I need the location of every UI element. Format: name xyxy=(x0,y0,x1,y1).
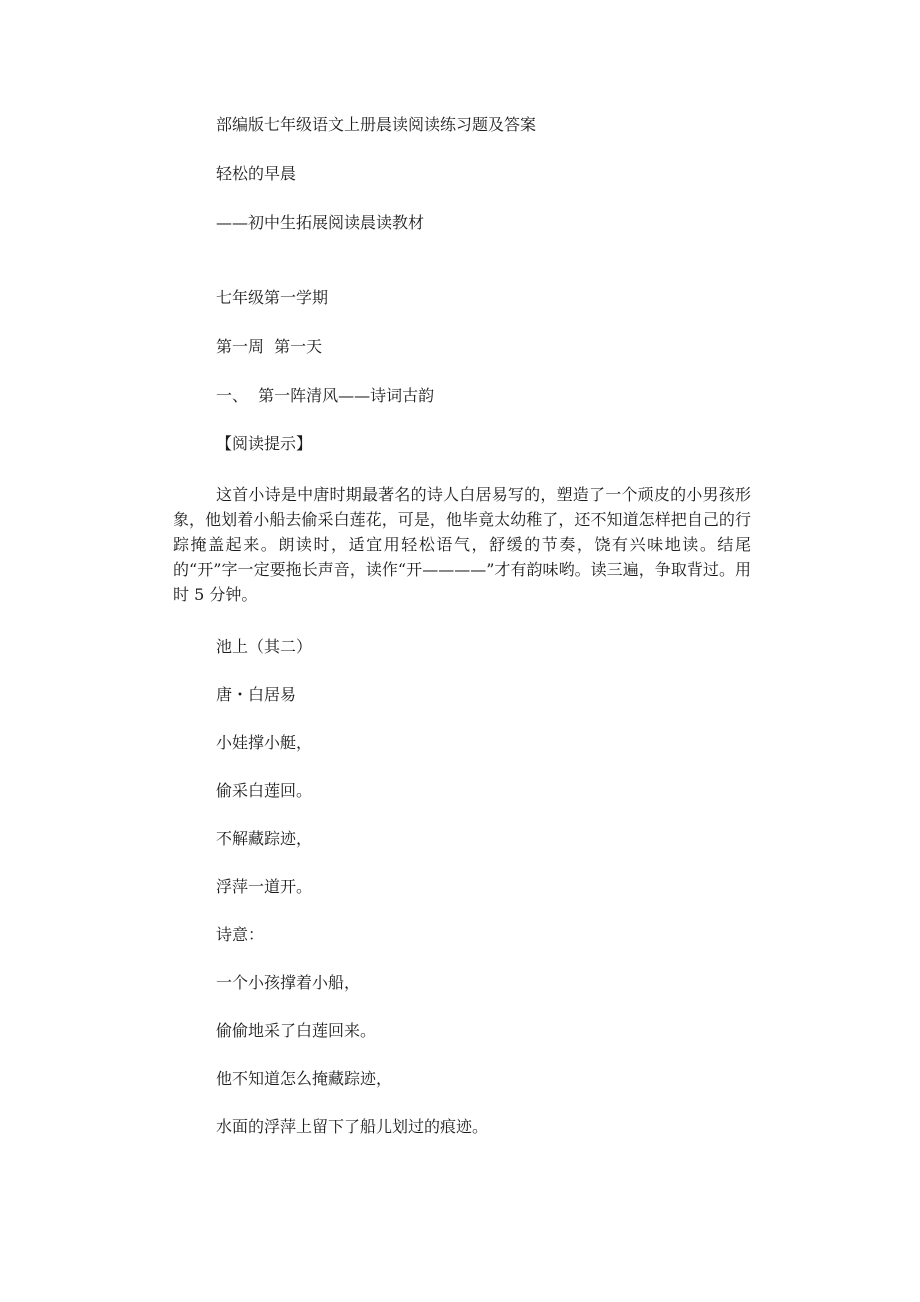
document-title: 部编版七年级语文上册晨读阅读练习题及答案 xyxy=(216,115,537,134)
meaning-line: 他不知道怎么掩藏踪迹， xyxy=(216,1069,393,1088)
poem-line: 偷采白莲回。 xyxy=(216,781,313,800)
book-title: 轻松的早晨 xyxy=(216,164,297,183)
meaning-line: 一个小孩撑着小船， xyxy=(216,973,361,992)
reading-tip-label: 【阅读提示】 xyxy=(216,434,313,453)
poem-line: 浮萍一道开。 xyxy=(216,877,313,896)
poem-author: 唐・白居易 xyxy=(216,685,297,704)
poem-title: 池上（其二） xyxy=(216,637,313,656)
meaning-line: 偷偷地采了白莲回来。 xyxy=(216,1021,377,1040)
reading-tip-paragraph: 这首小诗是中唐时期最著名的诗人白居易写的，塑造了一个顽皮的小男孩形象，他划着小船去偷采白莲花，可是，他毕竟太幼稚了，还不知道怎样把自己的行踪掩盖起来。朗读时，适宜用轻松语气，舒缓的节奏，饶有兴味地读。结尾的“开”字一定要拖长声音，读作“开————”才有韵味哟。读三遍，争取背过。用时 5 分钟。 xyxy=(173,485,751,604)
section-heading: 一、 第一阵清风——诗词古韵 xyxy=(216,386,435,405)
poem-line: 不解藏踪迹， xyxy=(216,829,313,848)
poem-line: 小娃撑小艇， xyxy=(216,733,313,752)
meaning-label: 诗意： xyxy=(216,925,265,944)
semester-heading: 七年级第一学期 xyxy=(216,288,329,307)
meaning-line: 水面的浮萍上留下了船儿划过的痕迹。 xyxy=(216,1117,489,1136)
book-subtitle: ——初中生拓展阅读晨读教材 xyxy=(216,213,425,232)
week-day-heading: 第一周 第一天 xyxy=(216,337,323,356)
